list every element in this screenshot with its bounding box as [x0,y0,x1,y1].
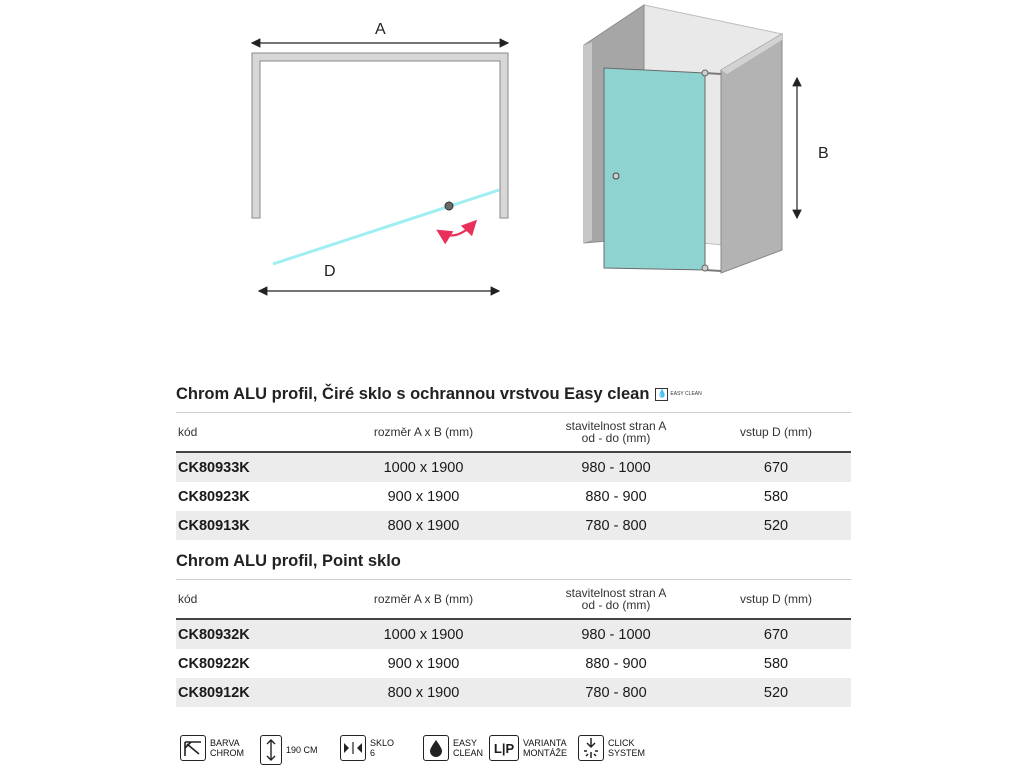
hinge-point [445,202,453,210]
cell-adjust: 780 - 800 [531,678,701,707]
cell-size: 800 x 1900 [316,511,531,540]
height-icon [260,735,282,765]
mounting-variant-icon: L|P [489,735,519,761]
cell-adjust: 780 - 800 [531,511,701,540]
feature-mounting [489,735,567,761]
header-adjust: stavitelnost stran A od - do (mm) [531,580,701,620]
water-drop-icon [423,735,449,761]
header-code: kód [176,413,316,453]
cell-entry: 670 [701,619,851,649]
plan-view [252,21,508,291]
swing-arrow-icon [440,223,474,235]
cell-size: 900 x 1900 [387,655,460,672]
table-row [176,482,851,511]
cell-code: CK80913K [176,511,316,540]
water-drop-icon: 💧 [655,388,668,401]
feature-easy-clean-label: EASY CLEAN [453,738,484,758]
feature-easy-clean [423,735,483,761]
table-row [176,452,851,482]
product-section-point-glass [176,549,851,707]
header-code: kód [176,580,316,620]
glass-door [604,68,705,270]
glass-door-plan [273,190,499,264]
table-header-row [176,580,851,620]
hinge-top [702,70,708,76]
cell-size: 1000 x 1900 [316,452,531,482]
cell-entry: 580 [763,488,789,505]
dimension-a-label: A [375,21,386,38]
product-table [176,579,851,707]
table-row [176,619,851,649]
technical-diagram [0,0,1024,340]
cell-entry: 520 [701,511,851,540]
cell-code: CK80912K [176,678,316,707]
feature-click [578,735,645,761]
cell-entry: 580 [763,655,789,672]
cell-size: 1000 x 1900 [316,619,531,649]
feature-height-label: 190 CM [286,745,318,755]
plan-frame [252,53,508,218]
cell-adjust: 980 - 1000 [531,619,701,649]
section-title [176,549,851,573]
feature-color [180,735,244,761]
door-knob [613,173,619,179]
product-table [176,412,851,540]
feature-glass [340,735,394,761]
cell-size: 800 x 1900 [316,678,531,707]
header-entry: vstup D (mm) [701,413,851,453]
cell-adjust: 880 - 900 [585,488,647,505]
profile-color-icon [180,735,206,761]
header-adjust: stavitelnost stran A od - do (mm) [531,413,701,453]
perspective-view [584,5,829,273]
table-row [176,678,851,707]
table-row [176,649,851,678]
easy-clean-badge [655,388,701,401]
feature-click-label: CLICK SYSTEM [608,738,646,758]
cell-adjust: 980 - 1000 [531,452,701,482]
cell-entry: 670 [701,452,851,482]
feature-height [260,735,318,765]
cell-code: CK80932K [176,619,316,649]
section-title-text: Chrom ALU profil, Point sklo [176,552,401,570]
header-size: rozměr A x B (mm) [316,413,531,453]
table-header-row [176,413,851,453]
click-system-icon [578,735,604,761]
table-row [176,511,851,540]
cell-entry: 520 [701,678,851,707]
feature-color-label: BARVA CHROM [210,738,244,758]
product-section-clear-glass [176,382,851,540]
cell-adjust: 880 - 900 [585,655,647,672]
header-size: rozměr A x B (mm) [316,580,531,620]
feature-glass-label: SKLO 6 [370,738,395,758]
glass-thickness-icon [340,735,366,761]
dimension-b-label: B [818,145,829,162]
cell-code: CK80923K [178,488,250,505]
cell-code: CK80922K [178,655,250,672]
cell-size: 900 x 1900 [387,488,460,505]
section-title [176,382,851,406]
dimension-d-label: D [324,263,336,280]
hinge-bottom [702,265,708,271]
feature-icons [180,735,880,769]
feature-mounting-label: VARIANTA MONTÁŽE [523,738,567,758]
section-title-text: Chrom ALU profil, Čiré sklo s ochrannou vrstvou Easy clean [176,385,650,403]
header-entry: vstup D (mm) [701,580,851,620]
cell-code: CK80933K [176,452,316,482]
easy-clean-badge-text: EASY CLEAN [670,390,702,397]
